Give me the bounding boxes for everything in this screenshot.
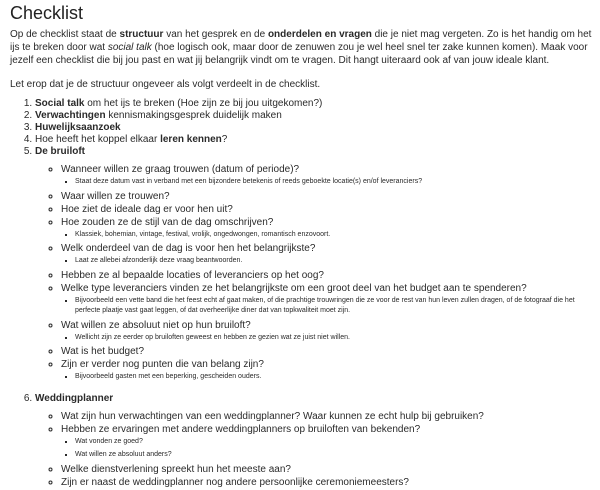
list-item	[35, 393, 594, 489]
lead-paragraph: Let erop dat je de structuur ongeveer als volgt verdeelt in de checklist.	[10, 79, 321, 90]
note-list	[61, 333, 594, 344]
bruiloft-questions	[35, 164, 594, 383]
intro-paragraph	[10, 28, 594, 67]
item-bold: De bruiloft	[35, 146, 85, 157]
question-text: Hoe zouden ze de stijl van de dag omschrijven?	[61, 216, 274, 228]
item-bold: Verwachtingen	[35, 110, 106, 121]
question	[61, 164, 594, 188]
note: ▪ Staat deze datum vast in verband met een bijzondere betekenis of reeds geboekte locatie(s) en/of leveranciers?	[75, 177, 594, 188]
list-item	[35, 122, 594, 134]
list-item	[35, 134, 594, 146]
page-title: Checklist	[10, 3, 84, 23]
note: ▪ Laat ze allebei afzonderlijk deze vraag beantwoorden.	[75, 256, 594, 267]
note: ▪ Bijvoorbeeld een vette band die het feest echt af gaat maken, of die prachtige trouwringen die ze voor de rest van hun leven zullen dragen, of de fotograaf die het perfecte plaatje vast gaat leggen, of dat overheerlijke diner dat van topkwaliteit moet zijn.	[75, 296, 594, 317]
list-item	[35, 98, 594, 110]
question: ◦ Waar willen ze trouwen?	[61, 191, 594, 203]
document	[10, 0, 594, 490]
item-bold: leren kennen	[160, 134, 222, 145]
item-text: om het ijs te breken (Hoe zijn ze bij jou uitgekomen?)	[84, 98, 323, 109]
note: ▪ Wellicht zijn ze eerder op bruiloften geweest en hebben ze gezien wat ze juist niet willen.	[75, 333, 594, 344]
item-bold: Social talk	[35, 98, 85, 109]
item-text: Hoe heeft het koppel elkaar	[35, 134, 161, 145]
note-list	[61, 437, 594, 461]
question-text: Hebben ze ervaringen met andere weddingplanners op bruiloften van bekenden?	[61, 423, 421, 435]
question	[61, 283, 594, 317]
note: ▪ Wat vonden ze goed?	[75, 437, 594, 448]
question	[61, 217, 594, 241]
intro-bold: onderdelen en vragen	[267, 29, 372, 40]
question	[61, 320, 594, 344]
item-text: ?	[221, 134, 228, 145]
note: ▪ Wat willen ze absoluut anders?	[75, 450, 594, 461]
list-item	[35, 146, 594, 383]
question-text: Wat willen ze absoluut niet op hun bruiloft?	[61, 319, 251, 331]
intro-text: (hoe logisch ook, maar door de zenuwen zou je wel heel snel ter zake kunnen komen). Maak voor jezelf een checklist die bij jou past en wat jij belangrijk vindt om te vragen. Dit hangt uiteraard ook af van jouw ideale klant.	[10, 42, 588, 66]
question	[61, 359, 594, 383]
question-text: Zijn er verder nog punten die van belang zijn?	[61, 359, 264, 370]
structure-list	[10, 98, 594, 489]
question-text: Wanneer willen ze graag trouwen (datum of periode)?	[61, 164, 300, 175]
question-text: Welke type leveranciers vinden ze het belangrijkste om een groot deel van het budget aan te spenderen?	[61, 282, 527, 294]
question	[61, 243, 594, 267]
question	[61, 424, 594, 461]
intro-text: Op de checklist staat de	[10, 29, 120, 40]
note-list	[61, 372, 594, 383]
item-bold: Huwelijksaanzoek	[35, 122, 121, 133]
question: ◦ Wat is het budget?	[61, 346, 594, 358]
intro-text: van het gesprek en de	[163, 29, 268, 40]
intro-bold: structuur	[119, 29, 164, 40]
note-list	[61, 230, 594, 241]
question: ◦ Hebben ze al bepaalde locaties of leveranciers op het oog?	[61, 270, 594, 282]
intro-text: die je niet mag vergeten. Zo is het handig om het ijs te breken door wat	[10, 29, 592, 53]
intro-italic: social talk	[107, 42, 152, 53]
planner-questions	[35, 411, 594, 489]
note-list	[61, 177, 594, 188]
list-item	[35, 110, 594, 122]
question-text: Welk onderdeel van de dag is voor hen het belangrijkste?	[61, 243, 316, 254]
question: ◦ Zijn er naast de weddingplanner nog andere persoonlijke ceremoniemeesters?	[61, 477, 594, 489]
note-list	[61, 256, 594, 267]
question: ◦ Welke dienstverlening spreekt hun het meeste aan?	[61, 464, 594, 476]
item-text: kennismakingsgesprek duidelijk maken	[105, 110, 282, 121]
question: ◦ Hoe ziet de ideale dag er voor hen uit?	[61, 204, 594, 216]
question: ◦ Wat zijn hun verwachtingen van een weddingplanner? Waar kunnen ze echt hulp bij gebruiken?	[61, 411, 594, 423]
note: ▪ Klassiek, bohemian, vintage, festival, vrolijk, ongedwongen, romantisch enzovoort.	[75, 230, 594, 241]
item-bold: Weddingplanner	[35, 392, 114, 404]
note-list	[61, 296, 594, 317]
note: ▪ Bijvoorbeeld gasten met een beperking, gescheiden ouders.	[75, 372, 594, 383]
